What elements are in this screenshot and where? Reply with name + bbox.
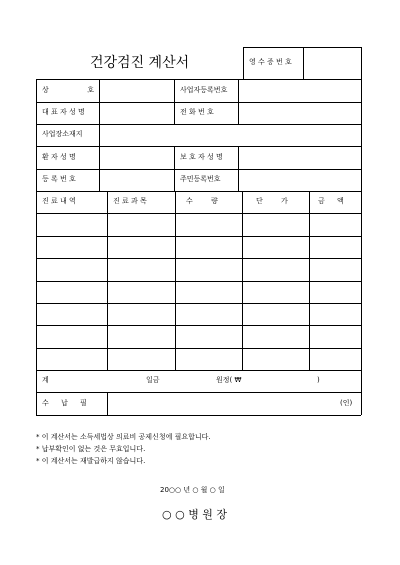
phone-label: 전 화 번 호 [180, 108, 214, 116]
biz-reg-no-label: 사업자등록번호 [180, 86, 228, 94]
row-sep-2 [36, 124, 361, 125]
total-label: 계 [42, 376, 49, 384]
info-col-2b [174, 146, 175, 191]
info-col-2 [174, 79, 175, 124]
representative-label: 대 표 자 성 명 [42, 108, 85, 116]
col-header-amount: 금 액 [318, 197, 349, 205]
receipt-box-top [243, 47, 361, 48]
table-left [36, 79, 37, 415]
row-sep-5 [36, 191, 361, 192]
receive-col [107, 392, 108, 415]
note-1: * 이 계산서는 소득세법상 의료비 공제신청에 필요합니다. [36, 433, 211, 441]
issue-date: 20○○ 년 ○ 월 ○ 일 [160, 486, 225, 494]
header-row-bottom [36, 213, 361, 214]
receipt-no-label: 영 수 증 번 호 [249, 58, 292, 66]
table-top [36, 79, 361, 80]
col-header-department: 진 료 과 목 [113, 197, 147, 205]
biz-address-label: 사업장소재지 [42, 130, 83, 138]
table-right [361, 79, 362, 415]
table-row [36, 348, 361, 349]
total-close-paren: ) [317, 376, 320, 384]
row-sep-3 [36, 146, 361, 147]
total-amount-label: 일금 [146, 376, 160, 384]
receive-label: 수 납 필 [42, 399, 92, 407]
total-won-label: 원정( ₩ [216, 376, 242, 384]
row-sep-4 [36, 169, 361, 170]
hospital-director: ○ ○ 병 원 장 [162, 508, 228, 521]
info-col-3 [238, 79, 239, 124]
total-row-bottom [36, 392, 361, 393]
col-header-quantity: 수 량 [186, 197, 226, 205]
form-title: 건강검진 계산서 [90, 55, 190, 71]
info-col-1b [99, 146, 100, 191]
resident-no-label: 주민등록번호 [180, 175, 221, 183]
receipt-box-divider [303, 47, 304, 79]
table-row [36, 325, 361, 326]
patient-name-label: 환 자 성 명 [42, 153, 76, 161]
table-row [36, 303, 361, 304]
receipt-box-left [243, 47, 244, 79]
row-sep-1 [36, 102, 361, 103]
note-2: * 납부확인이 없는 것은 무효입니다. [36, 445, 146, 453]
table-row [36, 370, 361, 371]
table-row [36, 281, 361, 282]
trade-name-label: 상 호 [42, 86, 94, 94]
guardian-name-label: 보 호 자 성 명 [180, 153, 223, 161]
table-row [36, 236, 361, 237]
receipt-box-right [361, 47, 362, 79]
info-col-1 [99, 79, 100, 146]
col-header-details: 진 료 내 역 [42, 197, 76, 205]
reg-no-label: 등 록 번 호 [42, 175, 76, 183]
note-3: * 이 계산서는 재발급하지 않습니다. [36, 457, 146, 465]
seal-mark: (인) [340, 399, 353, 407]
table-bottom [36, 415, 361, 416]
col-header-unit-price: 단 가 [256, 197, 296, 205]
info-col-3b [238, 146, 239, 191]
table-row [36, 258, 361, 259]
